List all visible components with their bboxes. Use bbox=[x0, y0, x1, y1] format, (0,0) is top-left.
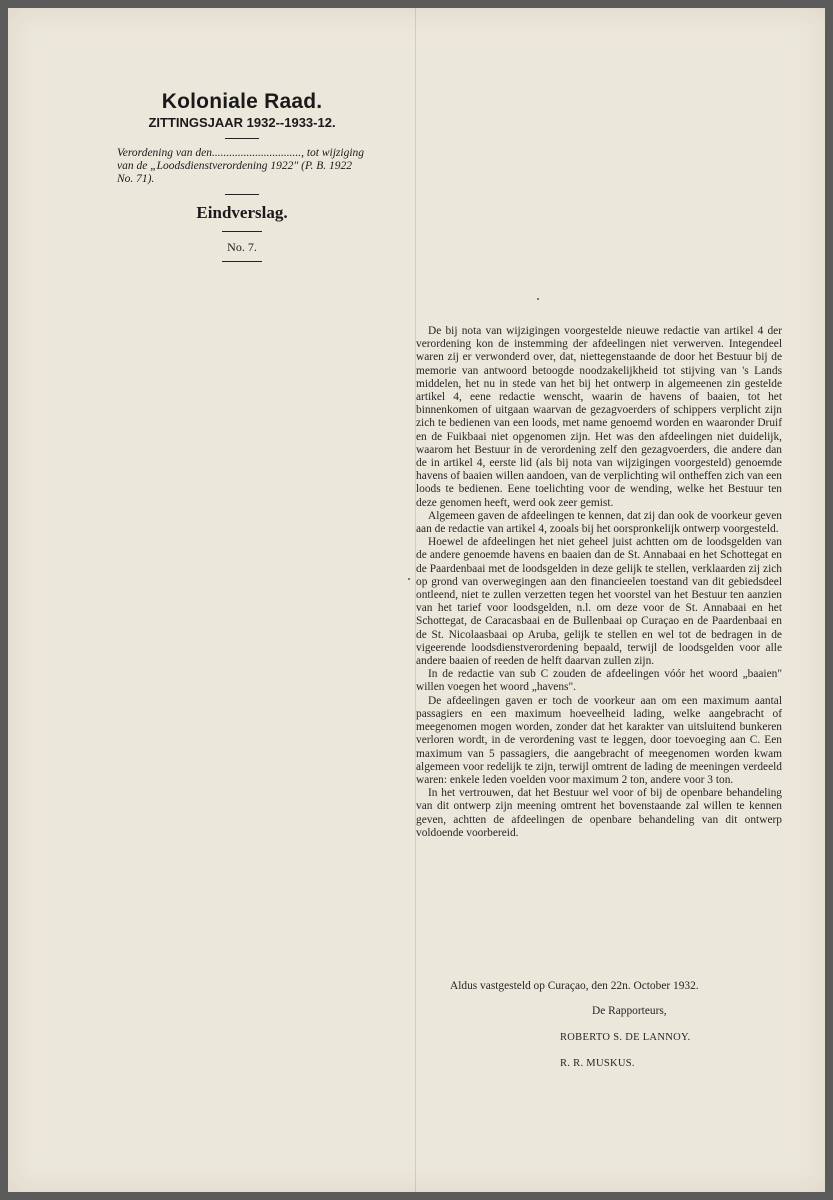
report-body bbox=[416, 325, 782, 840]
session-year: ZITTINGSJAAR 1932--1933-12. bbox=[148, 115, 336, 130]
paper-speck bbox=[537, 298, 539, 300]
paragraph: Algemeen gaven de afdeelingen te kennen, dat zij dan ook de voorkeur geven aan de redactie van artikel 4, zooals bij het oorspronkelijk ontwerp voorgesteld. bbox=[416, 509, 782, 536]
document-header bbox=[112, 90, 372, 270]
paragraph: In de redactie van sub C zouden de afdeelingen vóór het woord „baaien" willen voegen het woord „havens". bbox=[416, 668, 782, 694]
document-number: No. 7. bbox=[227, 240, 257, 254]
paragraph: De bij nota van wijzigingen voorgestelde nieuwe redactie van artikel 4 der verordening kon de instemming der afdeelingen niet verwerven. Integendeel waren zij er verwonderd over, dat, niettegenstaande de door het Bestuur bij de memorie van antwoord betoogde noodzakelijkheid tot stijving van 's Lands middelen, het nu in stede van het bij het ontwerp in algemeenen zin gestelde artikel 4, eene redactie wenscht, waarin de havens of baaien, tot het binnenkomen of uitgaan waarvan de gezagvoerders of schippers verplicht zijn zich te bedienen van een loods, met name genoemd worden en waaronder Druif en de Fuikbaai niet opgenomen zijn. Het was den afdeelingen niet duidelijk, waarom het Bestuur in de verordening zelf den gezagvoerders, die andere dan de in artikel 4, eerste lid (als bij nota van wijzigingen voorgesteld) genoemde havens of baaien willen aandoen, van de verplichting wil ontheffen zich van een loods te bedienen. Eene toelichting voor de wending, welke het Bestuur ten deze genomen heeft, werd ook zeer gemist. bbox=[416, 325, 782, 509]
adoption-statement: Aldus vastgesteld op Curaçao, den 22n. October 1932. bbox=[450, 980, 699, 992]
paragraph: Hoewel de afdeelingen het niet geheel juist achtten om de loodsgelden van de andere genoemde havens en baaien dan de St. Annabaai en het Schottegat en de Paardenbaai met de loodsgelden in deze gelijk te stellen, verklaarden zij zich op grond van overwegingen aan den financieelen toestand van dit gebiedsdeel ontleend, niet te zullen verzetten tegen het voorstel van het Bestuur ten aanzien van het tarief voor loodsgelden, n.l. om deze voor de St. Annabaai en het Schottegat, de Caracasbaai en de Bullenbaai op Curaçao en de Paardenbaai en de St. Nicolaasbaai op Aruba, gelijk te stellen en wel tot de bedragen in de vigeerende loodsdienstverordening bepaald, terwijl de loodsgelden voor alle andere baaien of reeden de helft daarvan zullen zijn. bbox=[416, 536, 782, 668]
divider bbox=[222, 231, 262, 232]
divider bbox=[225, 194, 259, 195]
divider bbox=[222, 261, 262, 262]
paragraph: De afdeelingen gaven er toch de voorkeur aan om een maximum aantal passagiers en een maximum hoeveelheid lading, welke aangebracht of meegenomen mogen worden, zonder dat het karakter van uitsluitend bunkeren verloren wordt, in de verordening vast te leggen, door toevoeging aan C. Een maximum van 5 passagiers, die aangebracht of meegenomen worden kwam algemeen voor redelijk te zijn, terwijl omtrent de lading de meeningen verdeeld waren: enkele leden voelden voor maximum 2 ton, andere voor 3 ton. bbox=[416, 694, 782, 786]
divider bbox=[225, 138, 259, 139]
signatory-name: ROBERTO S. DE LANNOY. bbox=[560, 1032, 691, 1043]
ordinance-subject: Verordening van den..............................., tot wijziging van de „Loodsdienstverordening 1922" (P. B. 1922 No. 71). bbox=[117, 147, 365, 185]
paper-speck bbox=[408, 578, 410, 580]
organization-title: Koloniale Raad. bbox=[161, 90, 323, 113]
rapporteurs-label: De Rapporteurs, bbox=[592, 1005, 667, 1017]
paragraph: In het vertrouwen, dat het Bestuur wel voor of bij de openbare behandeling van dit ontwerp zijn meening omtrent het bovenstaande zal willen te kennen geven, achtten de afdeelingen de openbare behandeling van dit ontwerp voldoende voorbereid. bbox=[416, 787, 782, 839]
document-title: Eindverslag. bbox=[196, 203, 288, 222]
signatory-name: R. R. MUSKUS. bbox=[560, 1058, 635, 1069]
